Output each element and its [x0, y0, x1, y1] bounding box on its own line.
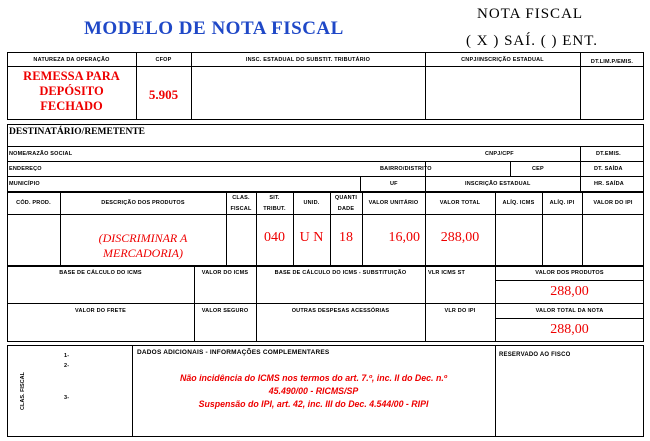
- col-valor-total: VALOR TOTAL: [439, 200, 481, 206]
- adicionais-line-1: Não incidência do ICMS nos termos do art. 7.º, inc. II do Dec. n.º: [180, 373, 447, 383]
- col-valor-ipi: VALOR DO IPI: [593, 200, 633, 206]
- base-calculo-subst-label: BASE DE CÁLCULO DO ICMS - SUBSTITUIÇÃO: [274, 270, 407, 276]
- endereco-label: ENDEREÇO: [9, 166, 42, 172]
- adicionais-line-3: Suspensão do IPI, art. 42, inc. III do Dec. 4.544/00 - RIPI: [198, 399, 429, 409]
- dados-adicionais-text: [132, 372, 495, 411]
- municipio-label: MUNICÍPIO: [9, 181, 40, 187]
- saida-entrada-indicator: ( X ) SAÍ. ( ) ENT.: [466, 33, 599, 49]
- valor-produtos-label: VALOR DOS PRODUTOS: [535, 270, 604, 276]
- cep-label: CEP: [532, 166, 544, 172]
- vlr-ipi-label: VLR DO IPI: [444, 308, 476, 314]
- clas-item-1: 1-: [64, 353, 70, 359]
- dt-emis-label: DT.EMIS.: [596, 151, 621, 157]
- product-valor-total: 288,00: [440, 230, 480, 245]
- col-quantidade-2: DADE: [337, 206, 355, 212]
- reservado-fisco-label: RESERVADO AO FISCO: [499, 352, 571, 358]
- col-aliq-icms: ALÍQ. ICMS: [502, 200, 535, 206]
- col-valor-unitario: VALOR UNITÁRIO: [368, 200, 419, 206]
- col-sit-tribut-2: TRIBUT.: [263, 206, 286, 212]
- natureza-operacao-value: [7, 69, 136, 114]
- col-quantidade-1: QUANTI: [334, 195, 358, 201]
- outras-despesas-label: OUTRAS DESPESAS ACESSÓRIAS: [291, 308, 390, 314]
- cnpj-cpf-label: CNPJ/CPF: [485, 151, 514, 157]
- valor-frete-label: VALOR DO FRETE: [75, 308, 126, 314]
- uf-label: UF: [390, 181, 398, 187]
- natureza-line-3: FECHADO: [40, 99, 103, 113]
- valor-icms-label: VALOR DO ICMS: [201, 270, 249, 276]
- valor-seguro-label: VALOR SEGURO: [201, 308, 249, 314]
- dados-adicionais-title: DADOS ADICIONAIS - INFORMAÇÕES COMPLEMENTARES: [137, 349, 330, 356]
- clas-item-3: 3-: [64, 395, 70, 401]
- base-calculo-icms-label: BASE DE CÁLCULO DO ICMS: [59, 270, 142, 276]
- dt-saida-label: DT. SAÍDA: [594, 166, 623, 172]
- cfop-label: CFOP: [155, 57, 172, 63]
- destinatario-section-title: DESTINATÁRIO/REMETENTE: [9, 127, 146, 137]
- valor-total-nota-label: VALOR TOTAL DA NOTA: [535, 308, 604, 314]
- inscricao-estadual-label: INSCRIÇÃO ESTADUAL: [465, 181, 531, 187]
- product-unid: U N: [299, 230, 324, 245]
- vlr-icms-st-label: VLR ICMS ST: [428, 270, 466, 276]
- adicionais-line-2: 45.490/00 - RICMS/SP: [268, 386, 359, 396]
- product-descricao: (DISCRIMINAR A MERCADORIA): [98, 231, 188, 260]
- natureza-line-2: DEPÓSITO: [39, 84, 104, 98]
- insc-estadual-subst-label: INSC. ESTADUAL DO SUBSTIT. TRIBUTÁRIO: [245, 57, 371, 63]
- document-title: MODELO DE NOTA FISCAL: [84, 18, 344, 39]
- natureza-operacao-label: NATUREZA DA OPERAÇÃO: [33, 57, 110, 63]
- col-sit-tribut-1: SIT.: [269, 195, 280, 201]
- product-sit-tribut: 040: [264, 230, 285, 245]
- nota-fiscal-heading: NOTA FISCAL: [477, 6, 584, 22]
- valor-total-nota-value: 288,00: [550, 322, 589, 337]
- valor-produtos-value: 288,00: [550, 284, 589, 299]
- cnpj-inscricao-label: CNPJ/INSCRIÇÃO ESTADUAL: [461, 57, 544, 63]
- col-aliq-ipi: ALÍQ. IPI: [549, 200, 575, 206]
- hr-saida-label: HR. SAÍDA: [594, 181, 624, 187]
- nome-razao-label: NOME/RAZÃO SOCIAL: [9, 151, 73, 157]
- col-clas-fiscal-1: CLAS.: [232, 195, 250, 201]
- col-clas-fiscal-2: FISCAL: [230, 206, 252, 212]
- col-descricao: DESCRIÇÃO DOS PRODUTOS: [101, 200, 185, 206]
- bairro-label: BAIRRO/DISTRITO: [380, 166, 432, 172]
- product-valor-unitario: 16,00: [388, 230, 420, 245]
- dt-lim-emis-label: DT.LIM.P/EMIS.: [590, 59, 634, 65]
- col-cod-prod: CÓD. PROD.: [16, 200, 51, 206]
- clas-item-2: 2-: [64, 363, 70, 369]
- product-quantidade: 18: [339, 230, 353, 245]
- natureza-line-1: REMESSA PARA: [23, 69, 120, 83]
- col-unid: UNID.: [303, 200, 320, 206]
- cfop-value: 5.905: [148, 87, 179, 102]
- clas-fiscal-vertical-label: CLAS. FISCAL: [20, 372, 26, 410]
